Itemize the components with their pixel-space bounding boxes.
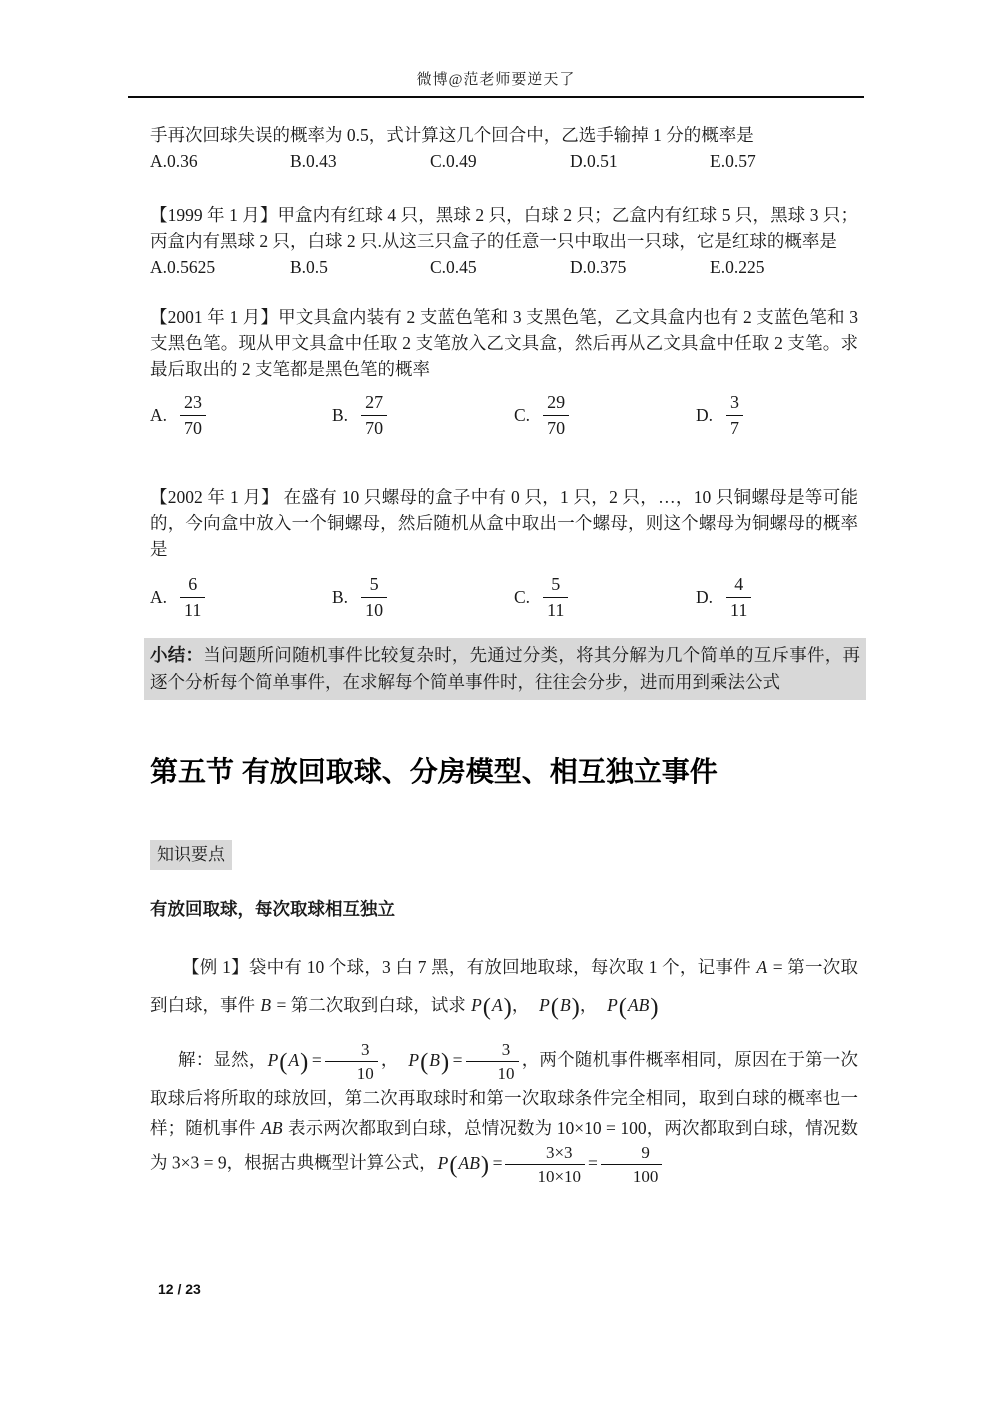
equals: =	[492, 1152, 503, 1173]
watermark-text: 微博@范老师要逆天了	[416, 72, 576, 88]
solution-paragraph	[150, 1040, 858, 1186]
fraction	[180, 574, 205, 619]
fraction-denominator: 11	[543, 597, 568, 620]
fraction-numerator: 23	[184, 392, 203, 413]
fraction	[325, 1040, 378, 1083]
math-arg: AB	[627, 995, 650, 1015]
fraction	[543, 392, 569, 437]
fraction-numerator: 3×3	[545, 1143, 573, 1163]
fraction-denominator: 70	[361, 415, 387, 438]
fraction-denominator: 10×10	[505, 1164, 585, 1186]
fraction	[180, 392, 206, 437]
solution-text-1: ，两个随机事件概率相同，原因在于第一次取球后将所取的球放回，第二次再取球时和第一次取球条件完全相同，取到白球的概率也一样；随机事件	[150, 1049, 859, 1139]
section-title: 第五节 有放回取球、分房模型、相互独立事件	[150, 756, 718, 787]
equals: =	[452, 1049, 463, 1070]
fraction	[726, 574, 751, 619]
option-e: E.0.57	[710, 151, 756, 171]
summary-label: 小结：	[150, 645, 204, 665]
option-a	[150, 574, 332, 619]
question-text: 【2001 年 1 月】甲文具盒内装有 2 支蓝色笔和 3 支黑色笔，乙文具盒内也有 2 支蓝色笔和 3 支黑色笔。现从甲文具盒中任取 2 支笔放入乙文具盒，然后再从乙文具盒中任取 2 支笔。求最后取出的 2 支笔都是黑色笔的概率	[150, 307, 858, 379]
fraction-numerator: 9	[641, 1143, 650, 1163]
fraction-numerator: 5	[369, 574, 379, 595]
math-expr-pb	[538, 993, 580, 1021]
example-mid1: = 第一次取到白球，事件	[150, 957, 859, 1015]
fraction	[726, 392, 743, 437]
paren-left: (	[482, 993, 491, 1021]
fraction-denominator: 100	[601, 1164, 663, 1186]
fraction-numerator: 4	[734, 574, 744, 595]
math-arg: A	[491, 995, 503, 1015]
options-row	[150, 386, 858, 444]
math-fn: P	[539, 995, 550, 1015]
math-f1: 10×10 = 100	[556, 1118, 647, 1139]
paren-left: (	[618, 993, 627, 1021]
comma: ，	[511, 995, 530, 1015]
fraction-denominator: 10	[325, 1061, 378, 1083]
solution-text-4: ，根据古典概型计算公式，	[226, 1152, 437, 1173]
option-label: B.	[332, 405, 349, 425]
summary-box	[144, 638, 866, 700]
comma: ，	[380, 1049, 399, 1070]
options-row	[150, 254, 858, 280]
option-b	[332, 574, 514, 619]
fraction-numerator: 5	[551, 574, 561, 595]
option-b: B.0.5	[290, 257, 328, 277]
paren-left: (	[420, 1047, 429, 1075]
solution-text-3: ，两次都取到白球，情况数为	[150, 1118, 859, 1173]
paren-left: (	[550, 993, 559, 1021]
option-a: A.0.5625	[150, 257, 216, 277]
comma: ，	[579, 995, 598, 1015]
math-fn: P	[607, 995, 618, 1015]
question-1999	[150, 202, 858, 280]
option-label: B.	[332, 587, 349, 607]
fraction	[505, 1143, 585, 1186]
solution-text-2: 表示两次都取到白球，总情况数为	[283, 1118, 557, 1139]
page-number: 12 / 23	[158, 1281, 201, 1297]
math-fn: P	[471, 995, 482, 1015]
option-d	[696, 392, 746, 437]
fraction	[361, 574, 387, 619]
option-label: C.	[514, 405, 531, 425]
knowledge-tag-wrap	[150, 840, 858, 870]
options-row	[150, 148, 858, 174]
question-prev	[150, 122, 858, 174]
subsection-heading: 有放回取球，每次取球相互独立	[150, 899, 395, 919]
equals: =	[588, 1152, 598, 1173]
math-fn: P	[267, 1049, 279, 1070]
question-text: 【2002 年 1 月】 在盛有 10 只螺母的盒子中有 0 只，1 只，2 只，…，10 只铜螺母是等可能的，今向盒中放入一个铜螺母，然后随机从盒中取出一个螺母，则这个螺母为铜螺母的概率是	[150, 487, 858, 559]
math-arg: B	[429, 1049, 440, 1070]
math-arg: AB	[458, 1152, 480, 1173]
option-label: A.	[150, 587, 168, 607]
option-c: C.0.49	[430, 151, 477, 171]
option-c	[514, 392, 696, 437]
question-2001	[150, 304, 858, 444]
math-arg: B	[559, 995, 571, 1015]
example-intro: 【例 1】袋中有 10 个球，3 白 7 黑，有放回地取球，每次取 1 个，记事件	[182, 957, 756, 977]
fraction-numerator: 27	[365, 392, 384, 413]
fraction-numerator: 3	[360, 1040, 370, 1059]
summary-text: 当问题所问随机事件比较复杂时，先通过分类，将其分解为几个简单的互斥事件，再逐个分析每个简单事件，在求解每个简单事件时，往往会分步，进而用到乘法公式	[150, 645, 861, 692]
option-d: D.0.51	[570, 151, 618, 171]
math-var-a: A	[756, 957, 768, 977]
math-expr-pa-eq	[267, 1040, 381, 1084]
fraction-numerator: 29	[547, 392, 566, 413]
fraction	[466, 1040, 519, 1083]
fraction-numerator: 6	[188, 574, 198, 595]
option-a: A.0.36	[150, 151, 198, 171]
example-1-paragraph	[150, 948, 858, 1024]
fraction-denominator: 70	[180, 415, 206, 438]
example-mid2: = 第二次取到白球，试求	[272, 995, 471, 1015]
option-c: C.0.45	[430, 257, 477, 277]
fraction-denominator: 70	[543, 415, 569, 438]
math-arg: A	[288, 1049, 300, 1070]
paren-left: (	[279, 1047, 288, 1075]
option-e: E.0.225	[710, 257, 765, 277]
question-text: 手再次回球失误的概率为 0.5，式计算这几个回合中，乙选手输掉 1 分的概率是	[150, 125, 754, 145]
paren-right: )	[503, 993, 512, 1021]
fraction	[361, 392, 387, 437]
math-f2: 3×3 = 9	[171, 1152, 227, 1173]
paren-right: )	[480, 1151, 490, 1179]
knowledge-tag: 知识要点	[150, 840, 232, 870]
solution-lead: 解：显然，	[178, 1049, 267, 1070]
fraction-denominator: 7	[726, 415, 743, 438]
option-c	[514, 574, 696, 619]
fraction-denominator: 10	[466, 1061, 519, 1083]
option-d	[696, 574, 754, 619]
equals: =	[311, 1049, 322, 1070]
fraction	[543, 574, 568, 619]
fraction-numerator: 3	[501, 1040, 511, 1059]
paren-right: )	[440, 1047, 450, 1075]
page-content	[150, 0, 861, 1187]
math-var-b: B	[260, 995, 272, 1015]
option-label: C.	[514, 587, 531, 607]
paren-right: )	[650, 993, 659, 1021]
fraction-denominator: 11	[180, 597, 205, 620]
option-label: D.	[696, 587, 714, 607]
fraction-denominator: 11	[726, 597, 751, 620]
math-fn: P	[437, 1152, 449, 1173]
fraction-denominator: 10	[361, 597, 387, 620]
question-2002	[150, 484, 858, 626]
option-a	[150, 392, 332, 437]
fraction	[601, 1143, 663, 1186]
math-expr-pab	[606, 993, 659, 1021]
option-d: D.0.375	[570, 257, 627, 277]
math-fn: P	[408, 1049, 420, 1070]
math-var-ab: AB	[261, 1118, 283, 1139]
option-label: D.	[696, 405, 714, 425]
fraction-numerator: 3	[730, 392, 740, 413]
paren-right: )	[300, 1047, 309, 1075]
question-text: 【1999 年 1 月】甲盒内有红球 4 只，黑球 2 只，白球 2 只；乙盒内有红球 5 只，黑球 3 只；丙盒内有黑球 2 只，白球 2 只.从这三只盒子的任意一只中取出一只球，它是红球的概率是	[150, 205, 858, 251]
option-b	[332, 392, 514, 437]
option-label: A.	[150, 405, 168, 425]
paren-left: (	[449, 1151, 458, 1179]
option-b: B.0.43	[290, 151, 337, 171]
paren-right: )	[571, 993, 580, 1021]
math-expr-pa	[470, 993, 512, 1021]
math-expr-pb-eq	[407, 1040, 521, 1084]
options-row	[150, 568, 858, 626]
